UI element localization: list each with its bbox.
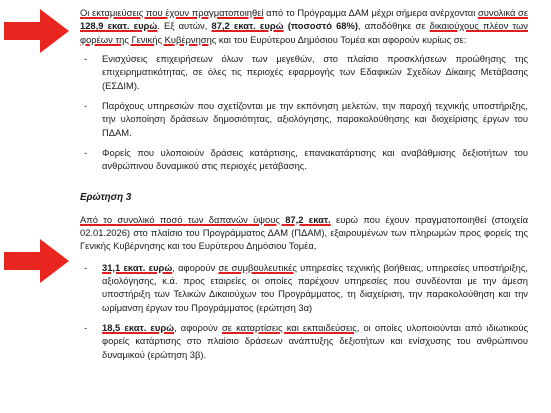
- section-heading: Ερώτηση 3: [80, 191, 132, 203]
- amount-private: 87,2 εκατ. ευρώ: [211, 20, 284, 32]
- bullet-list-beneficiaries: [80, 52, 528, 173]
- answer-paragraph: [80, 213, 528, 253]
- text-run: , αφορούν: [172, 261, 219, 273]
- red-arrow-icon: [4, 238, 70, 284]
- text-run: από το Πρόγραμμα ΔΑΜ μέχρι σήμερα ανέρχονται: [263, 7, 478, 18]
- intro-paragraph: [80, 6, 528, 46]
- percentage: (ποσοστό 68%): [283, 20, 358, 32]
- list-item: [80, 261, 528, 314]
- amount-training: 18,5 εκατ. ευρώ: [102, 322, 175, 334]
- list-item: - Φορείς που υλοποιούν δράσεις κατάρτισης, επανακατάρτισης και αναβάθμισης δεξιοτήτων του ανθρώπινου δυναμικού στις περιοχές μετάβασης.: [80, 146, 528, 173]
- underlined-phrase: δικαιούχους πλέον των φορέων της Γενικής Κυβέρνησης: [80, 20, 528, 45]
- text-run: , οι οποίες υλοποιούνται από ιδιωτικούς φορείς κατάρτισης στο πλαίσιο δράσεων ανάπτυξης δεξιοτήτων και ενίσχυσης του ανθρώπινου δυναμικού (ερώτηση 3β).: [102, 322, 529, 360]
- list-item: - Ενισχύσεις επιχειρήσεων όλων των μεγεθών, στο πλαίσιο προσκλήσεων προώθησης της επιχειρηματικότητας, σε όλες τις περιοχές εφαρμογής των Εδαφικών Σχεδίων Δίκαιης Μετάβασης (ΕΣΔΙΜ).: [80, 52, 528, 92]
- underlined-phrase: σε συμβουλευτικές: [218, 261, 297, 273]
- text-run: ευρώ που έχουν πραγματοποιηθεί (στοιχεία 02.01.2026) στο πλαίσιο του Προγράμματος ΔΑΜ (ΠΔΑΜ), εξαιρουμένων των πληρωμών προς φορείς της Γενικής Κυβέρνησης και του Ευρύτερου Δημόσιου Τομέα,: [80, 213, 528, 252]
- bullet-list-amounts: [80, 261, 528, 361]
- underlined-phrase: Οι εκταμιεύσεις που έχουν πραγματοποιηθεί: [80, 7, 264, 18]
- text-run: και του Ευρύτερου Δημόσιου Τομέα και αφορούν κυρίως σε:: [216, 33, 467, 45]
- text-run: , αποδόθηκε σε: [357, 20, 430, 32]
- underlined-phrase: συνολικά σε: [477, 7, 528, 18]
- amount-consulting: 31,1 εκατ. ευρώ: [102, 261, 173, 273]
- text-run: , αφορούν: [174, 322, 222, 334]
- underlined-phrase: Από το συνολικό ποσό των δαπανών ύψους: [80, 213, 286, 225]
- document-body: [80, 6, 528, 368]
- underlined-phrase: σε καταρτίσεις και εκπαιδεύσεις: [221, 322, 357, 334]
- list-item: - Παρόχους υπηρεσιών που σχετίζονται με την εκπόνηση μελετών, την παροχή τεχνικής υποστήριξης, την υλοποίηση δράσεων δημοσιότητας, αξιολόγησης, παρακολούθησης και διοχείρισης έργων του ΠΔΑΜ.: [80, 99, 528, 139]
- text-run: . Εξ αυτών,: [157, 20, 212, 32]
- red-arrow-icon: [4, 8, 70, 54]
- amount-total: 87,2 εκατ.: [285, 213, 331, 225]
- amount-total: 128,9 εκατ. ευρώ: [80, 20, 158, 32]
- list-item: [80, 321, 528, 361]
- text-run: υπηρεσίες τεχνικής βοήθειας, υπηρεσίες υποστήριξης, αξιολόγησης, κ.ά. προς εταιρείες οι οποίες παρέχουν υπηρεσίες που συνδέονται με την άμεση υποστήριξη των Τελικών Δικαιούχων του Προγράμματος, τη διαχείριση, την παρακολούθηση και την ωρίμανση έργων του Προγράμματος (ερώτηση 3α): [102, 261, 529, 313]
